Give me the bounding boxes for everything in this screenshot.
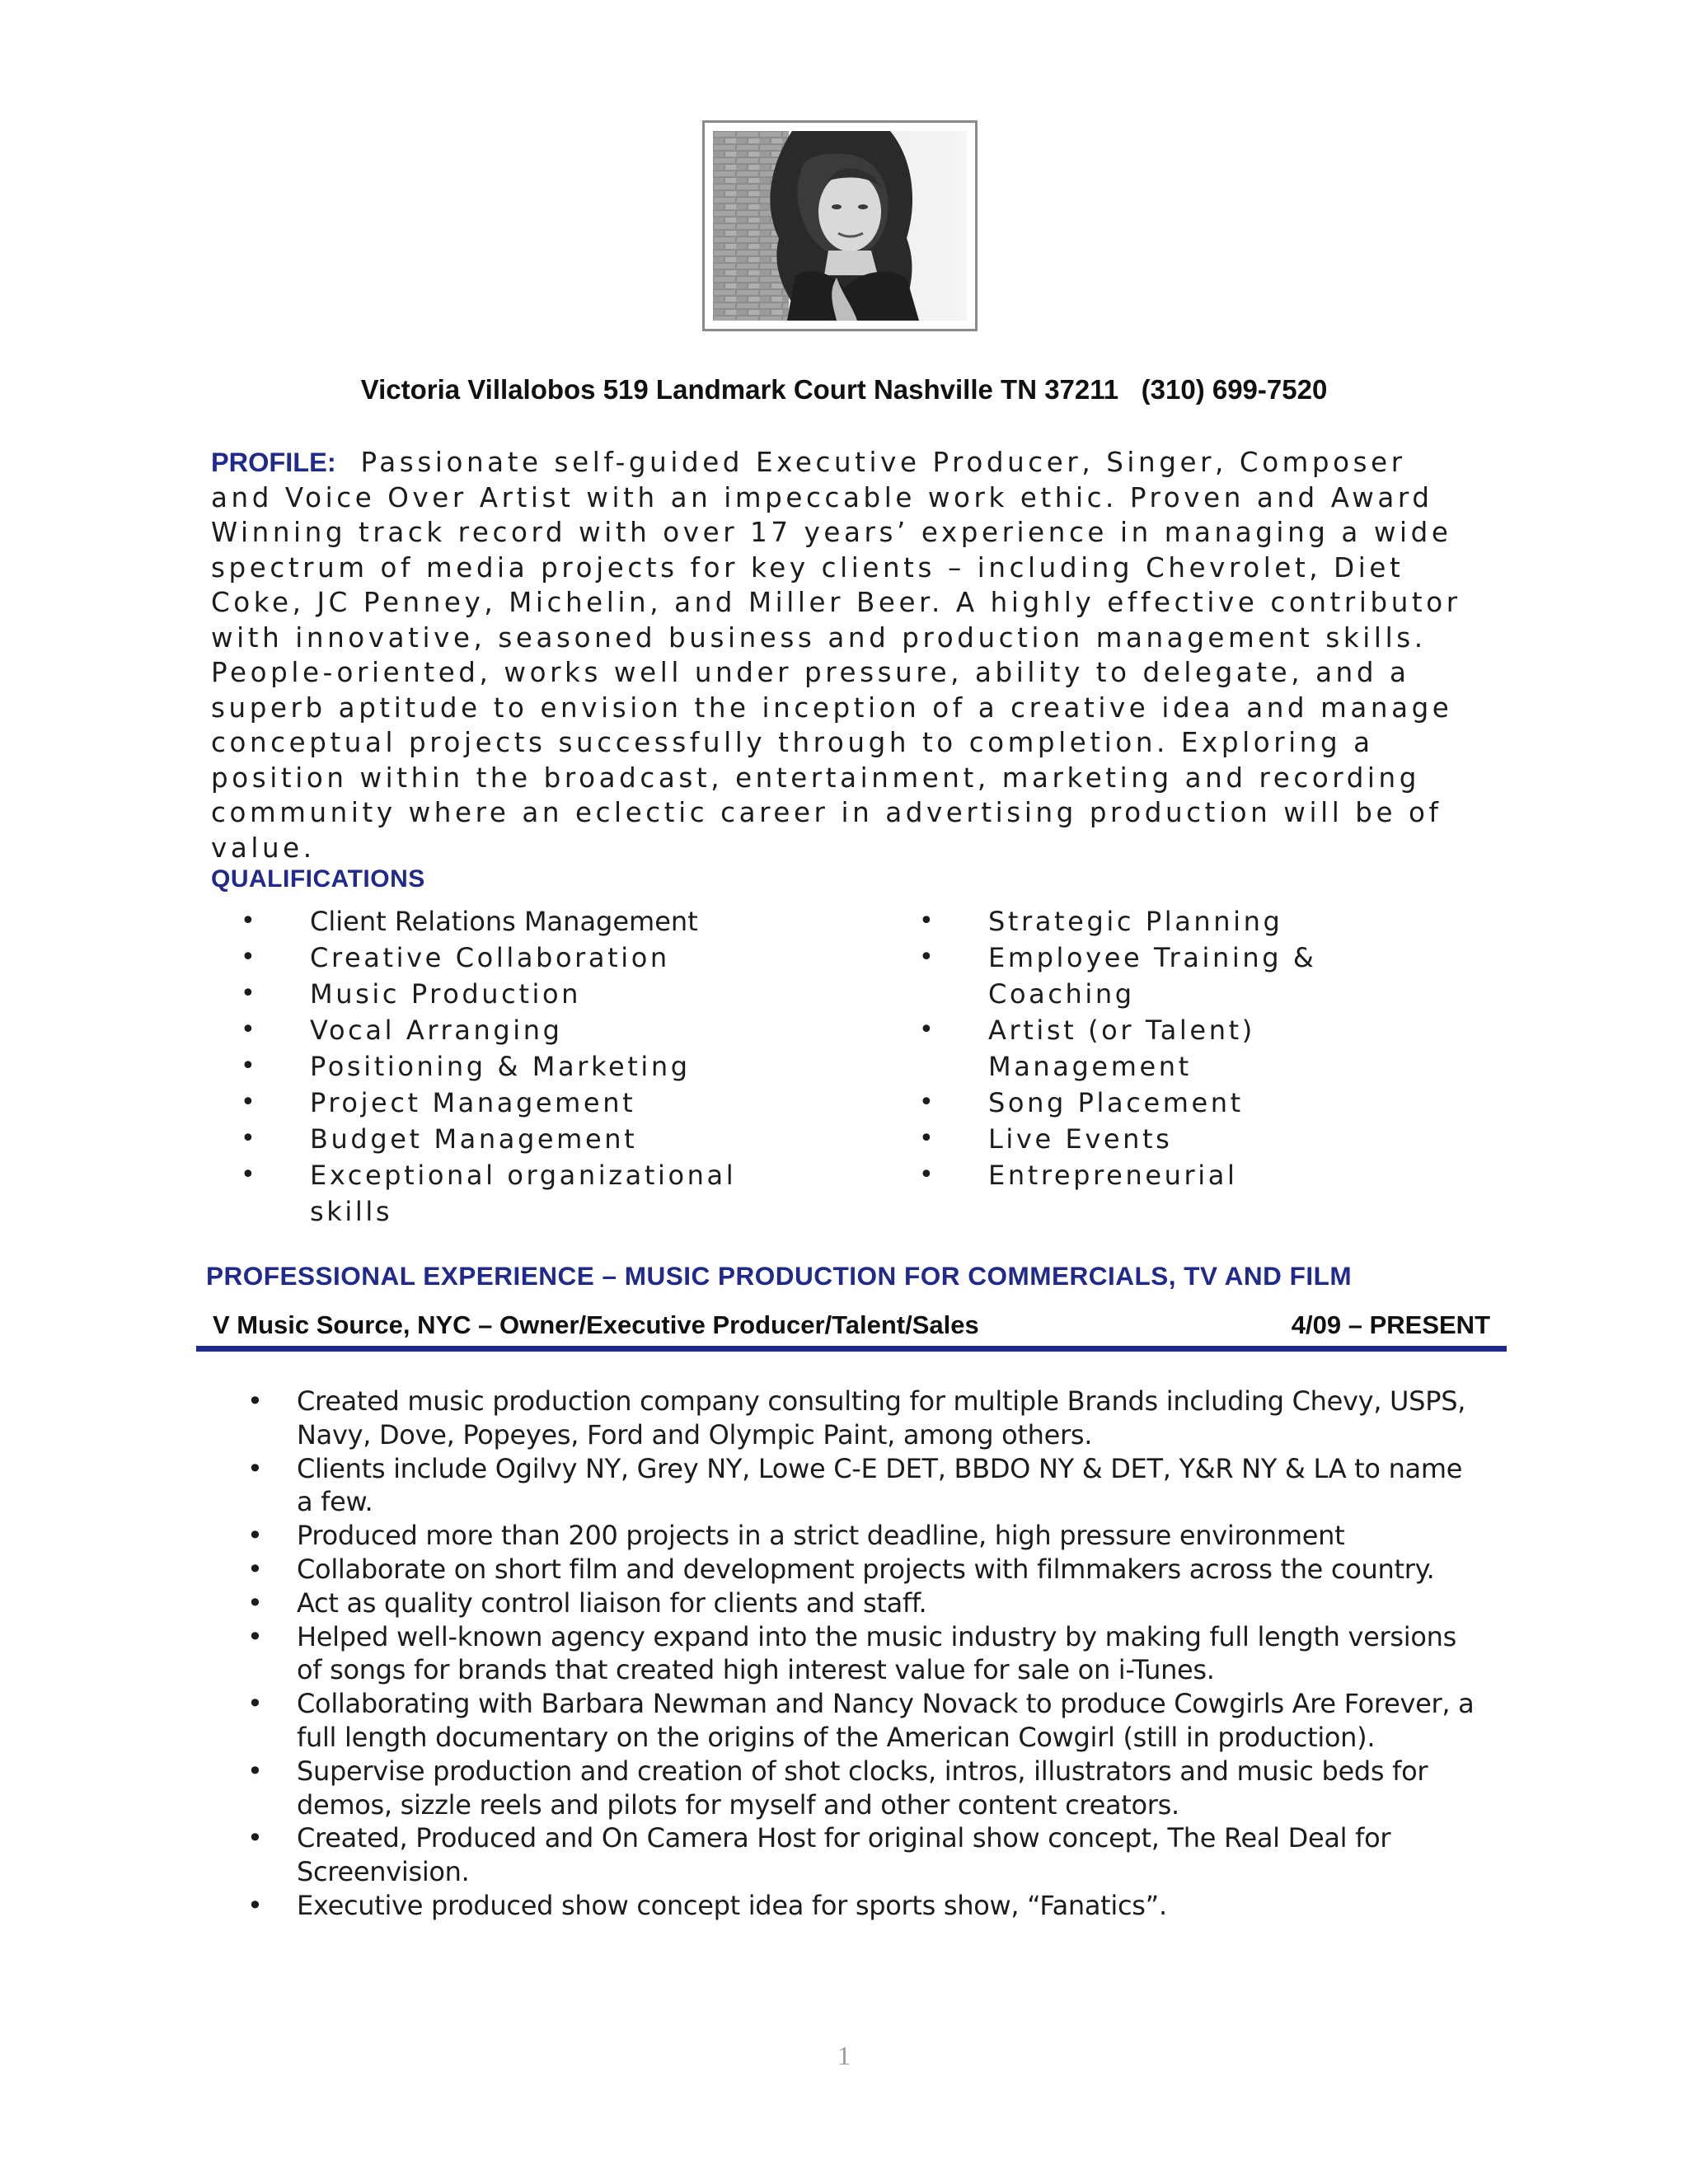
list-item: • Exceptional organizational skills (211, 1157, 771, 1230)
list-item: • Collaborate on short film and development projects with filmmakers across the country. (247, 1553, 1484, 1586)
list-item: • Collaborating with Barbara Newman and Nancy Novack to produce Cowgirls Are Forever, a full length documentary on the origins of the American Cowgirl (still in production). (247, 1687, 1484, 1755)
list-item: • Produced more than 200 projects in a strict deadline, high pressure environment (247, 1519, 1484, 1553)
list-item: • Positioning & Marketing (211, 1048, 804, 1085)
list-item: • Executive produced show concept idea for sports show, “Fanatics”. (247, 1889, 1484, 1923)
qualifications-left-list (211, 903, 804, 1230)
list-item: • Helped well-known agency expand into the music industry by making full length versions of songs for brands that created high interest value for sale on i-Tunes. (247, 1620, 1484, 1688)
list-item: • Employee Training & Coaching (889, 940, 1334, 1012)
list-item: • Act as quality control liaison for clients and staff. (247, 1586, 1484, 1620)
list-item: • Music Production (211, 976, 804, 1012)
contact-line: Victoria Villalobos 519 Landmark Court Nashville TN 37211 (310) 699-7520 (360, 374, 1328, 405)
job-heading-row (213, 1310, 1490, 1340)
page-number: 1 (837, 2041, 851, 2070)
list-item: • Client Relations Management (211, 903, 804, 940)
list-item: • Artist (or Talent) Management (889, 1012, 1334, 1085)
profile-text: Passionate self-guided Executive Producer, Singer, Composer and Voice Over Artist with an impeccable work ethic. Proven and Award Winning track record with over 17 years’ experience in managing a wide spectrum of media projects for key clients – including Chevrolet, Diet Coke, JC Penney, Michelin, and Miller Beer. A highly effective contributor with innovative, seasoned business and production management skills. People-oriented, works well under pressure, ability to delegate, and a superb aptitude to envision the inception of a creative idea and manage conceptual projects successfully through to completion. Exploring a position within the broadcast, entertainment, marketing and recording community where an eclectic career in advertising production will be of value. (211, 447, 1461, 864)
job-duties-list (247, 1385, 1484, 1923)
portrait-image (713, 131, 967, 321)
list-item: • Created, Produced and On Camera Host for original show concept, The Real Deal for Screenvision. (247, 1821, 1484, 1889)
list-item: • Supervise production and creation of shot clocks, intros, illustrators and music beds for demos, sizzle reels and pilots for myself and other content creators. (247, 1755, 1484, 1822)
profile-label: PROFILE: (211, 448, 336, 477)
job-divider (196, 1346, 1507, 1352)
qualifications-title: QUALIFICATIONS (211, 865, 425, 893)
profile-section (211, 445, 1464, 865)
list-item: • Budget Management (211, 1121, 804, 1157)
list-item: • Strategic Planning (889, 903, 1351, 940)
experience-title: PROFESSIONAL EXPERIENCE – MUSIC PRODUCTION FOR COMMERCIALS, TV AND FILM (206, 1261, 1353, 1291)
list-item: • Project Management (211, 1085, 804, 1121)
list-item: • Live Events (889, 1121, 1351, 1157)
list-item: • Entrepreneurial (889, 1157, 1351, 1193)
list-item: • Created music production company consulting for multiple Brands including Chevy, USPS, Navy, Dove, Popeyes, Ford and Olympic Paint, among others. (247, 1385, 1484, 1452)
list-item: • Vocal Arranging (211, 1012, 804, 1048)
profile-photo (702, 120, 978, 331)
list-item: • Creative Collaboration (211, 940, 804, 976)
list-item: • Song Placement (889, 1085, 1351, 1121)
job-heading: V Music Source, NYC – Owner/Executive Producer/Talent/Sales (213, 1310, 979, 1339)
list-item: • Clients include Ogilvy NY, Grey NY, Lowe C-E DET, BBDO NY & DET, Y&R NY & LA to name a few. (247, 1452, 1484, 1520)
qualifications-right-list (889, 903, 1351, 1193)
job-dates: 4/09 – PRESENT (1291, 1310, 1490, 1339)
